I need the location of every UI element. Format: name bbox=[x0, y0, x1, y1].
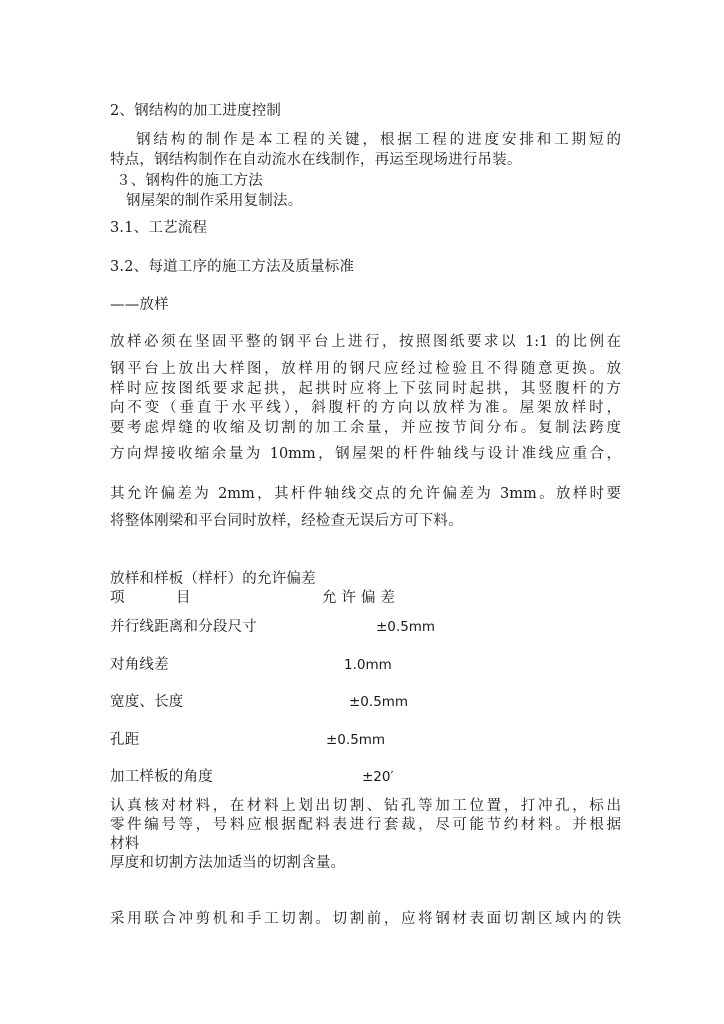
table-row-3-value: ±0.5mm bbox=[349, 694, 409, 710]
table-row-5-value: ±20′ bbox=[362, 769, 394, 785]
section-2-paragraph-line-2: 特点，钢结构制作在自动流水在线制作，再运至现场进行吊装。 bbox=[110, 152, 522, 168]
section-3-title: ３、钢构件的施工方法 bbox=[116, 173, 263, 189]
table-header-tolerance: 允 许 偏 差 bbox=[322, 590, 396, 606]
table-row-4-item: 孔距 bbox=[110, 732, 140, 748]
section-3-1-heading: 3.1、工艺流程 bbox=[110, 220, 208, 236]
section-2-paragraph-line-1: 钢结构的制作是本工程的关键，根据工程的进度安排和工期短的 bbox=[136, 132, 621, 148]
paragraph-2-line-4: 厚度和切割方法加适当的切割含量。 bbox=[110, 855, 346, 871]
paragraph-1-line-1: 放样必须在坚固平整的钢平台上进行，按照图纸要求以 1:1 的比例在 bbox=[110, 334, 621, 350]
paragraph-1-line-3: 样时应按图纸要求起拱，起拱时应将上下弦同时起拱，其竖腹杆的方 bbox=[110, 381, 621, 397]
tolerance-table-title: 放样和样板（样杆）的允许偏差 bbox=[110, 571, 316, 587]
section-2-title: 2、钢结构的加工进度控制 bbox=[110, 103, 282, 119]
subsection-fangyang-heading: ——放样 bbox=[110, 297, 169, 313]
paragraph-2-line-2: 零件编号等，号料应根据配料表进行套裁，尽可能节约材料。并根据 bbox=[110, 817, 621, 833]
paragraph-1-line-5: 要考虑焊缝的收缩及切割的加工余量，并应按节间分布。复制法跨度 bbox=[110, 420, 621, 436]
paragraph-1-line-6: 方向焊接收缩余量为 10mm，钢屋架的杆件轴线与设计准线应重合， bbox=[110, 446, 621, 462]
paragraph-1-line-4: 向不变（垂直于水平线），斜腹杆的方向以放样为准。屋架放样时， bbox=[110, 400, 621, 416]
table-row-5-item: 加工样板的角度 bbox=[110, 769, 213, 785]
paragraph-1-line-8: 将整体刚梁和平台同时放样，经检查无误后方可下料。 bbox=[110, 513, 463, 529]
table-row-3-item: 宽度、长度 bbox=[110, 694, 184, 710]
paragraph-2-line-3: 材料 bbox=[110, 836, 140, 852]
paragraph-1-line-2: 钢平台上放出大样图，放样用的钢尺应经过检验且不得随意更换。放 bbox=[110, 361, 621, 377]
section-3-2-heading: 3.2、每道工序的施工方法及质量标准 bbox=[110, 259, 355, 275]
table-header-item-2: 目 bbox=[176, 590, 191, 606]
paragraph-1-line-7: 其允许偏差为 2mm，其杆件轴线交点的允许偏差为 3mm。放样时要 bbox=[110, 486, 621, 502]
table-row-2-value: 1.0mm bbox=[344, 657, 392, 673]
table-header-item-1: 项 bbox=[110, 590, 125, 606]
table-row-1-value: ±0.5mm bbox=[376, 619, 436, 635]
table-row-4-value: ±0.5mm bbox=[326, 732, 386, 748]
table-row-2-item: 对角线差 bbox=[110, 657, 169, 673]
table-row-1-item: 并行线距离和分段尺寸 bbox=[110, 619, 257, 635]
section-3-paragraph: 钢屋架的制作采用复制法。 bbox=[126, 193, 303, 209]
paragraph-2-line-1: 认真核对材料，在材料上划出切割、钻孔等加工位置，打冲孔，标出 bbox=[110, 798, 621, 814]
paragraph-3-line-1: 采用联合冲剪机和手工切割。切割前，应将钢材表面切割区域内的铁 bbox=[110, 911, 621, 927]
